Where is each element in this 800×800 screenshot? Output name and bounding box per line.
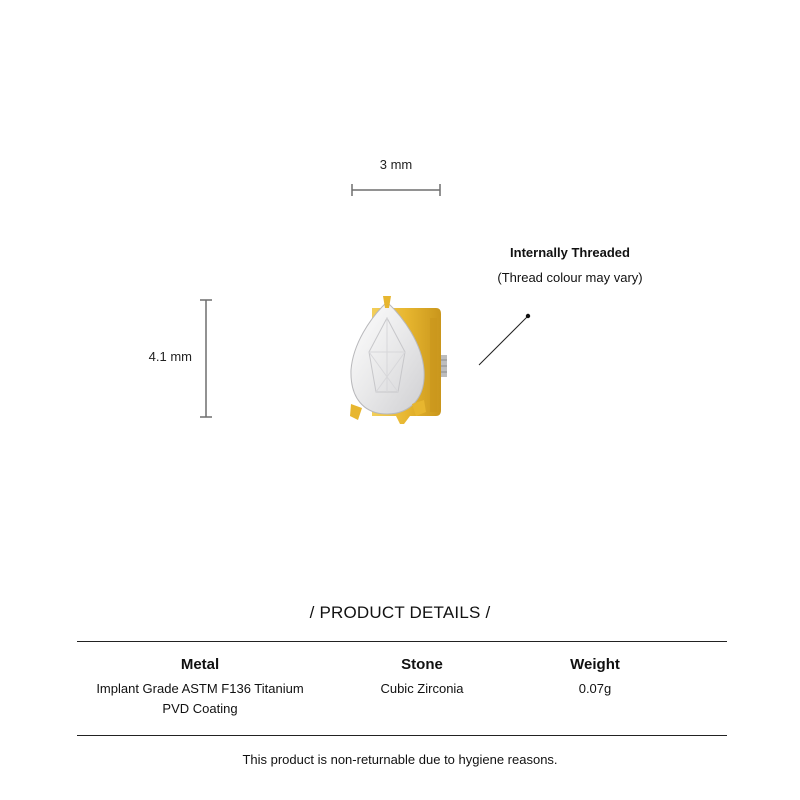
thread-callout-note: (Thread colour may vary) <box>497 270 643 285</box>
divider-bottom <box>77 735 727 736</box>
detail-column-metal <box>60 656 340 719</box>
detail-value-metal-line-2: PVD Coating <box>162 701 238 716</box>
height-dimension-label: 4.1 mm <box>148 349 192 364</box>
detail-column-weight <box>520 656 670 699</box>
thread-callout-title: Internally Threaded <box>510 245 630 260</box>
detail-value-metal-line-1: Implant Grade ASTM F136 Titanium <box>96 681 304 696</box>
returns-policy-note: This product is non-returnable due to hygiene reasons. <box>242 752 558 767</box>
thread-callout-pointer <box>479 314 530 365</box>
detail-header-stone: Stone <box>401 656 443 673</box>
detail-value-weight: 0.07g <box>578 681 612 696</box>
product-details-heading: / PRODUCT DETAILS / <box>309 603 491 622</box>
detail-value-stone: Cubic Zirconia <box>380 681 464 696</box>
width-dimension-label: 3 mm <box>379 157 413 172</box>
detail-column-stone <box>322 656 522 699</box>
width-measure-line <box>352 184 440 196</box>
divider-top <box>77 641 727 642</box>
detail-header-metal: Metal <box>180 656 220 673</box>
detail-header-weight: Weight <box>570 656 620 673</box>
height-measure-line <box>200 300 212 417</box>
